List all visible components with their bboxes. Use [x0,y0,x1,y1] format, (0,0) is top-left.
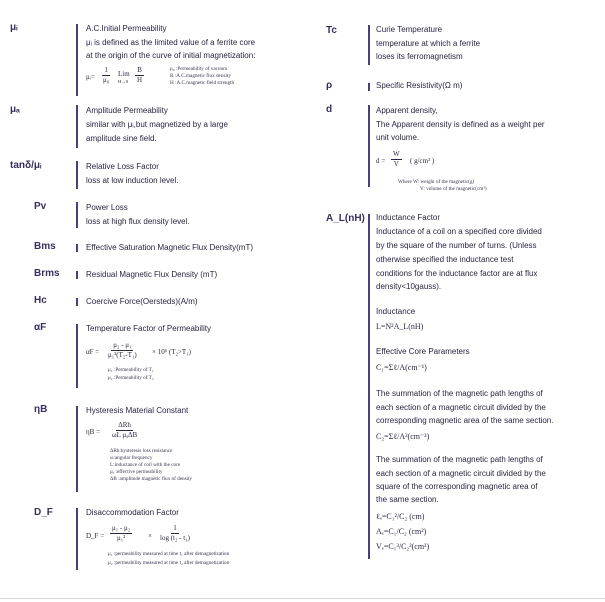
title-power-loss: Power Loss [86,203,128,212]
text-line: temperature at which a ferrite [376,39,481,48]
title-inductance-factor: Inductance Factor [376,213,441,222]
title-resistivity: Specific Resistivity(Ω m) [376,81,463,90]
formula-fraction: $\frac{1}{\text{log (t₂ - t₁)}}$ [160,524,190,542]
inductance-title: Inductance [376,307,416,316]
text-line: at the origin of the curve of initial magnetization: [86,51,256,60]
formula-fraction: $\frac{W}{V}$ [393,150,400,168]
title-amplitude-permeability: Amplitude Permeability [86,106,168,115]
formula-fraction: ΔRh ωL μₐΔB [112,421,138,439]
text-line: loses its ferromagnetism [376,52,463,61]
title-bms: Effective Saturation Magnetic Flux Density(mT) [86,243,254,252]
formula-times: × [148,532,152,540]
text-line: amplitude sine field. [86,134,157,143]
divider-bar [368,105,370,187]
formula-legend: L:inductance of coil with the core [110,462,181,468]
text-line: The summation of the magnetic path lengths of [376,455,543,464]
title-disaccommodation: Disaccommodation Factor [86,508,179,517]
text-line: loss at low induction level. [86,176,179,185]
symbol-hc: Hc [34,295,47,306]
symbol-disaccommodation: D_F [34,507,53,518]
formula-lhs: d = [376,157,386,165]
title-temperature-factor: Temperature Factor of Permeability [86,324,211,333]
formula-legend: μₐ :effective permeability [110,469,163,475]
formula-fraction: $\frac{\text{μ₁ - μ₂}}{\text{μ₁²}}$ [112,524,131,542]
formula-c1: C₁=Σℓ/A(cm⁻¹) [376,363,427,372]
formula-legend: ΔB :amplitude magnetic flux of density [110,476,193,482]
text-line: otherwise specified the inductance test [376,255,514,264]
divider-bar [76,508,78,570]
formula-legend: H :A.C.magnetic field strength [170,80,235,86]
formula-ve: Vₑ=C₁³/C₂²(cm³) [376,542,430,551]
symbol-resistivity: ρ [326,80,333,91]
formula-fraction: $\frac{\text{μ₂ - μ₁}}{\text{μ₁²(T₂-T₁)}}$ [108,341,137,359]
divider-bar [76,161,78,189]
divider-bar [76,24,78,96]
formula-fraction: $\frac{B}{H}$ [137,66,143,84]
formula-legend: ΔRh:hysteresis loss resistance [110,448,173,454]
divider-bar [368,25,370,65]
formula-lim: Lim [118,70,130,78]
symbol-bms: Bms [34,241,56,252]
formula-legend: B :A.C.magnetic flux density [170,73,231,79]
title-relative-loss-factor: Relative Loss Factor [86,162,159,171]
symbol-inductance-factor: A_L(nH) [326,213,365,224]
divider-bar [368,83,370,91]
text-line: conditions for the inductance factor are at flux [376,269,538,278]
divider-bar [76,271,78,279]
text-line: each section of a magnetic circuit divided by the [376,403,546,412]
inductance-formula: L=N²A_L(nH) [376,322,424,331]
formula-lhs: μᵢ= [86,73,95,81]
text-line: μᵢ is defined as the limited value of a ferrite core [86,38,256,47]
formula-c2: C₂=Σℓ/A²(cm⁻³) [376,432,430,441]
formula-ae: Aₑ=C₁/C₂ (cm²) [376,527,427,536]
divider-bar [76,298,78,306]
formula-legend: μ₀ :Permeability of vacuum [170,66,228,72]
symbol-curie-temperature: Tc [326,25,337,36]
effective-core-parameters-title: Effective Core Parameters [376,347,470,356]
formula-fraction: $\frac{1}{\text{μ₀}}$ [103,66,110,84]
formula-lim-sub: H→0 [118,79,128,84]
title-hysteresis-constant: Hysteresis Material Constant [86,406,189,415]
symbol-eta-b: ηB [34,404,48,415]
title-curie-temperature: Curie Temperature [376,25,443,34]
symbol-initial-permeability: μᵢ [10,22,18,33]
formula-lhs: ηB = [86,428,101,436]
title-apparent-density: Apparent density, [376,106,438,115]
text-line: corresponding magnetic area of the same section. [376,416,554,425]
text-line: square of the corresponding magnetic area of [376,482,538,491]
symbol-alpha-f: αF [34,322,47,333]
symbol-amplitude-permeability: μₐ [10,104,20,115]
title-brms: Residual Magnetic Flux Density (mT) [86,270,218,279]
formula-lhs: αF = [86,348,100,356]
formula-legend: μ₂ :Permeability of T₂ [108,375,154,381]
symbol-relative-loss-factor: tanδ/μᵢ [10,160,42,171]
formula-unit: ( g/cm³ ) [410,157,435,165]
divider-bar [368,214,370,559]
divider-bar [76,324,78,388]
formula-legend: Where W: weight of the magnetic(g) [398,179,475,185]
symbol-brms: Brms [34,268,60,279]
text-line: Inductance of a coil on a specified core divided [376,227,542,236]
text-line: loss at high flux density level. [86,217,190,226]
text-line: each section of a magnetic circuit divided by the [376,469,546,478]
text-line: the same section. [376,495,439,504]
formula-legend: ω:angular frequency [110,455,153,461]
formula-lhs: D_F = [86,532,105,540]
title-initial-permeability: A.C.Initial Permeability [86,24,167,33]
text-line: unit volume. [376,133,420,142]
text-line: density<10gauss). [376,282,442,291]
formula-legend: μ₁ :permeability measured at time t₁ after demagnetization [108,551,230,557]
bottom-divider [0,598,605,599]
symbol-power-loss: Pv [34,201,47,212]
divider-bar [76,105,78,148]
symbol-density: d [326,104,333,115]
formula-le: ℓₑ=C₁²/C₂ (cm) [376,512,425,521]
text-line: The Apparent density is defined as a weight per [376,120,545,129]
text-line: by the square of the number of turns. (Unless [376,241,537,250]
title-hc: Coercive Force(Oersteds)(A/m) [86,297,198,306]
text-line: The summation of the magnetic path lengths of [376,389,543,398]
formula-tail: × 10⁶ (T₂>T₁) [152,348,191,356]
divider-bar [76,244,78,252]
formula-legend: V: volume of the magnetic(cm³) [420,186,487,192]
divider-bar [76,406,78,492]
text-line: similar with μᵢ,but magnetized by a large [86,120,228,129]
formula-legend: μ₂ :permeability measured at time t₂ after demagnetization [108,560,230,566]
formula-legend: μ₁ :Permeability of T₁ [108,367,154,373]
divider-bar [76,202,78,228]
